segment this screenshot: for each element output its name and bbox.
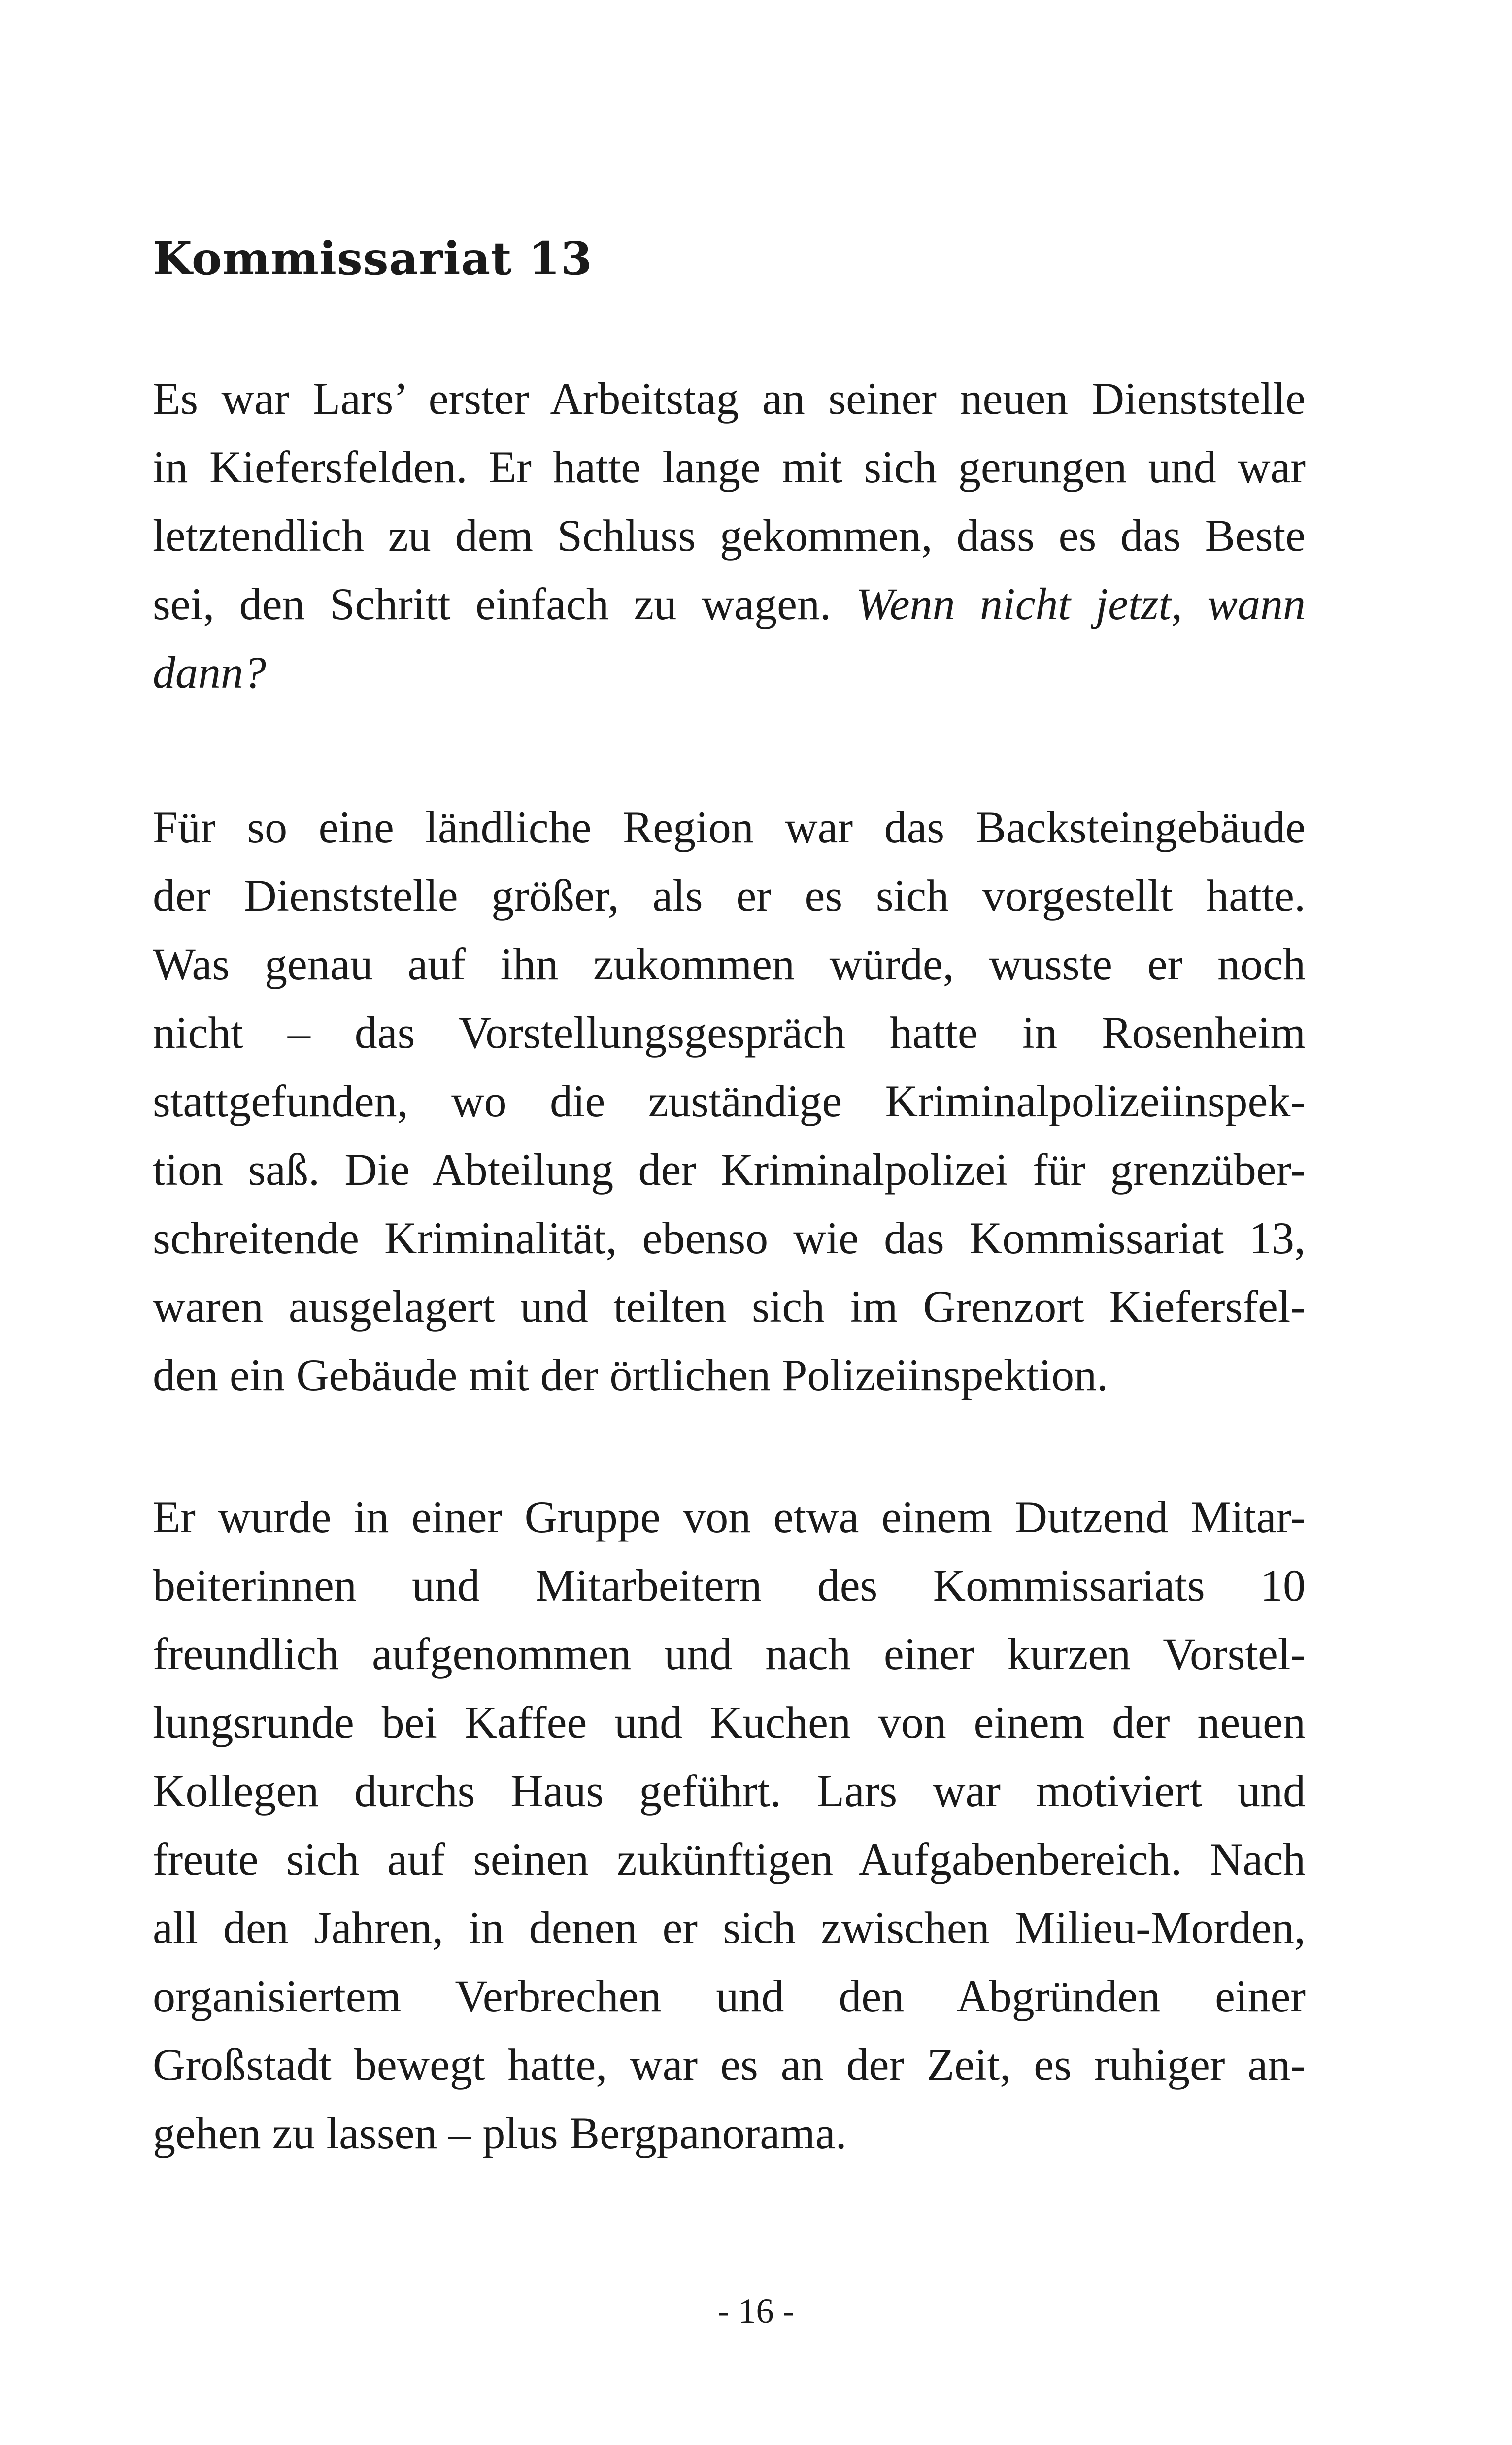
text-line: all den Jahren, in denen er sich zwischen Milieu-Morden, <box>153 1903 1306 1953</box>
text-line: beiterinnen und Mitarbeitern des Kommissariats 10 <box>153 1560 1306 1610</box>
text-line: nicht – das Vorstellungsgespräch hatte in Rosenheim <box>153 1007 1306 1058</box>
paragraph-1 <box>153 365 1306 707</box>
text-line: Es war Lars’ erster Arbeitstag an seiner neuen Dienststelle <box>153 373 1306 424</box>
text-segment: sei, den Schritt einfach zu wagen. <box>153 579 831 629</box>
text-line: Großstadt bewegt hatte, war es an der Zeit, es ruhiger an- <box>153 2040 1306 2090</box>
text-line <box>153 638 1306 707</box>
paragraph-3 <box>153 1483 1306 2168</box>
text-line: stattgefunden, wo die zuständige Kriminalpolizeiinspek- <box>153 1076 1306 1126</box>
text-line: gehen zu lassen – plus Bergpanorama. <box>153 2108 847 2158</box>
text-line: letztendlich zu dem Schluss gekommen, dass es das Beste <box>153 510 1306 561</box>
text-line: freute sich auf seinen zukünftigen Aufgabenbereich. Nach <box>153 1834 1306 1884</box>
italic-thought: Wenn nicht jetzt, wann <box>856 579 1306 629</box>
text-line: Für so eine ländliche Region war das Backsteingebäude <box>153 802 1306 852</box>
text-line: waren ausgelagert und teilten sich im Grenzort Kiefersfel- <box>153 1281 1306 1332</box>
text-line: freundlich aufgenommen und nach einer kurzen Vorstel- <box>153 1629 1306 1679</box>
text-line: in Kiefersfelden. Er hatte lange mit sich gerungen und war <box>153 442 1306 492</box>
text-line: organisiertem Verbrechen und den Abgründen einer <box>153 1971 1306 2021</box>
text-line: schreitende Kriminalität, ebenso wie das Kommissariat 13, <box>153 1213 1306 1263</box>
chapter-title: Kommissariat 13 <box>153 232 593 285</box>
italic-thought-end: dann? <box>153 647 266 698</box>
text-line: Was genau auf ihn zukommen würde, wusste er noch <box>153 939 1306 989</box>
text-line: der Dienststelle größer, als er es sich vorgestellt hatte. <box>153 871 1306 921</box>
text-line: tion saß. Die Abteilung der Kriminalpolizei für grenzüber- <box>153 1144 1306 1195</box>
text-line: lungsrunde bei Kaffee und Kuchen von einem der neuen <box>153 1697 1306 1747</box>
text-line: Er wurde in einer Gruppe von etwa einem Dutzend Mitar- <box>153 1492 1306 1542</box>
page-number: - 16 - <box>717 2291 795 2331</box>
text-line: den ein Gebäude mit der örtlichen Polizeiinspektion. <box>153 1350 1109 1400</box>
paragraph-2 <box>153 793 1306 1409</box>
text-line-with-italic <box>153 570 1306 638</box>
text-line: Kollegen durchs Haus geführt. Lars war motiviert und <box>153 1766 1306 1816</box>
